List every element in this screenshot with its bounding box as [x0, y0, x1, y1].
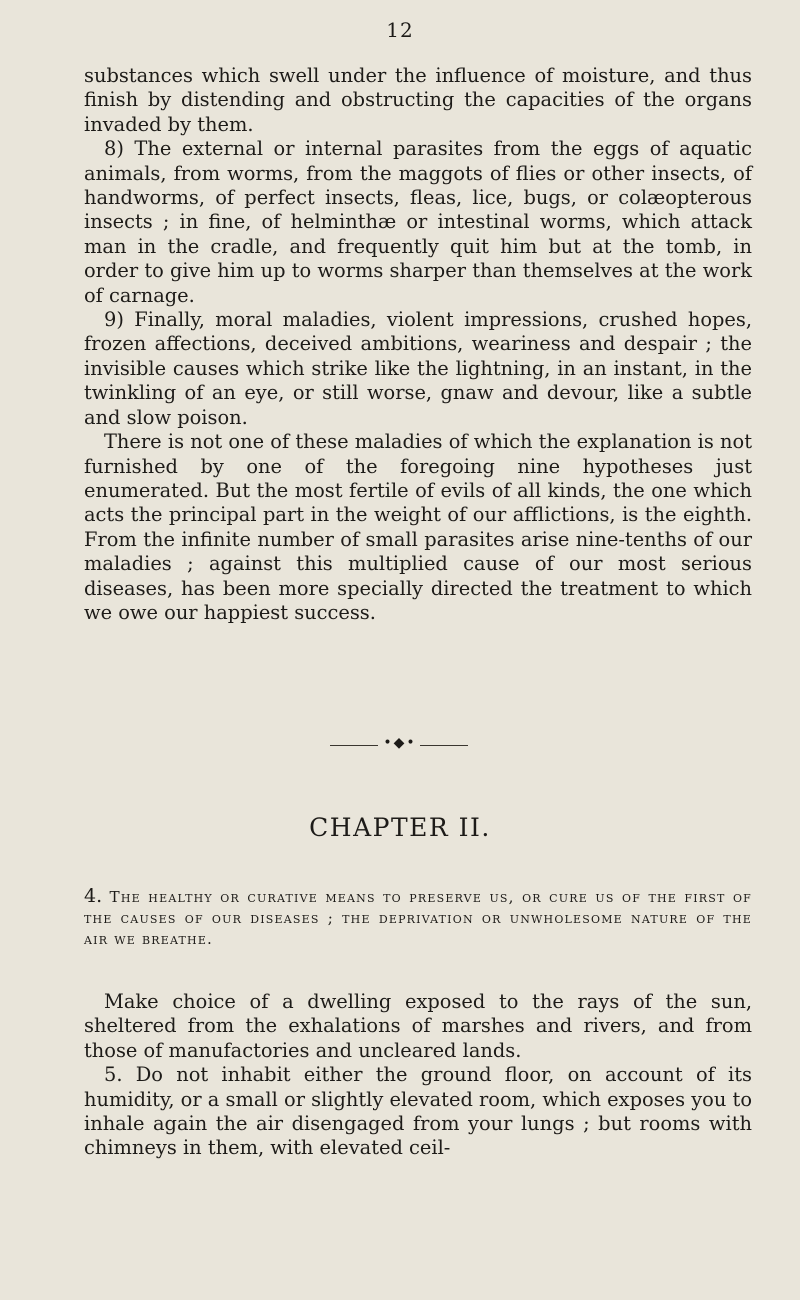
- section-body: [84, 990, 752, 1161]
- paragraph-item-9: 9) Finally, moral maladies, violent impressions, crushed hopes, frozen affections, deceived ambitions, weariness and despair ; the invisible causes which strike like the lightning, in an instant, in the twinkling of an eye, or still worse, gnaw and devour, like a subtle and slow poison.: [84, 308, 752, 429]
- page-number: 12: [386, 18, 414, 42]
- section-paragraph: Make choice of a dwelling exposed to the rays of the sun, sheltered from the exhalations of marshes and rivers, and from those of manufactories and uncleared lands.: [84, 990, 752, 1062]
- section-number: 4.: [84, 885, 103, 907]
- section-heading: [84, 886, 752, 950]
- ornament-glyph: •◆•: [383, 735, 417, 751]
- divider-line-right: [420, 745, 468, 746]
- chapter-heading: CHAPTER II.: [309, 813, 491, 842]
- section-heading-text: The healthy or curative means to preserve us, or cure us of the first of the causes of our diseases ; the deprivation or unwholesome nature of the air we breathe.: [84, 888, 752, 948]
- paragraph-continued: substances which swell under the influence of moisture, and thus finish by distending and obstructing the capacities of the organs invaded by them.: [84, 64, 752, 136]
- paragraph-item-8: 8) The external or internal parasites from the eggs of aquatic animals, from worms, from the maggots of flies or other insects, of handworms, of perfect insects, fleas, lice, bugs, or colæopterous insects ; in fine, of helminthæ or intestinal worms, which attack man in the cradle, and frequently quit him but at the tomb, in order to give him up to worms sharper than themselves at the work of carnage.: [84, 137, 752, 307]
- main-text-block: [84, 64, 752, 625]
- section-divider-ornament: [0, 735, 800, 754]
- section-paragraph: 5. Do not inhabit either the ground floor, on account of its humidity, or a small or slightly elevated room, which exposes you to inhale again the air disengaged from your lungs ; but rooms with chimneys in them, with elevated ceil-: [84, 1063, 752, 1160]
- divider-line-left: [330, 745, 378, 746]
- paragraph-summary: There is not one of these maladies of which the explanation is not furnished by one of the foregoing nine hypotheses just enumerated. But the most fertile of evils of all kinds, the one which acts the principal part in the weight of our afflictions, is the eighth. From the infinite number of small parasites arise nine-tenths of our maladies ; against this multiplied cause of our most serious diseases, has been more specially directed the treatment to which we owe our happiest success.: [84, 430, 752, 624]
